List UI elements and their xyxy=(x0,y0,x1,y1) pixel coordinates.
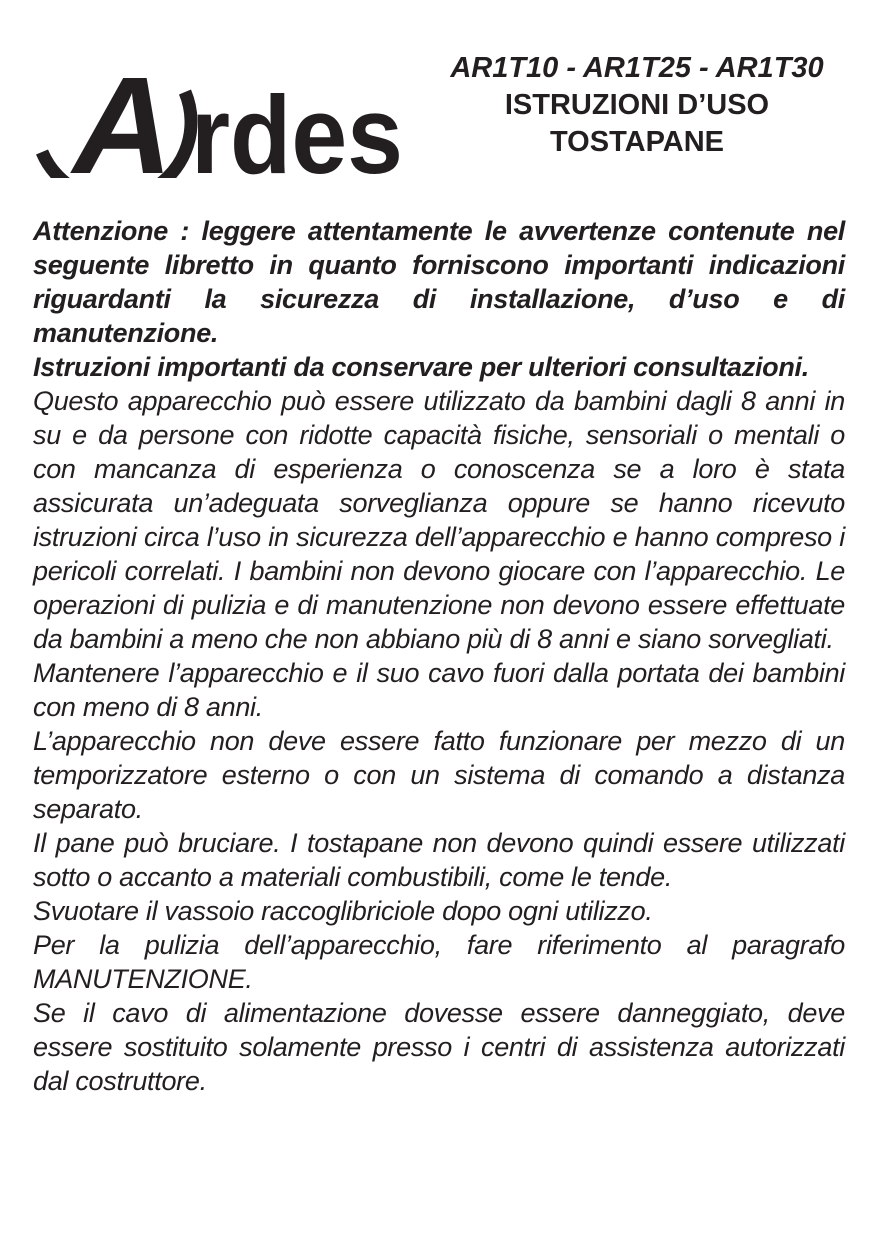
document-title: ISTRUZIONI D’USO xyxy=(504,89,770,121)
paragraph-crumb-tray: Svuotare il vassoio raccoglibriciole dopo ogni utilizzo. xyxy=(33,896,653,926)
document-subtitle: TOSTAPANE xyxy=(549,126,724,158)
paragraph-bread-can-burn: Il pane può bruciare. I tostapane non devono quindi essere utilizzati sotto o accanto a materiali combustibili, come le tende. xyxy=(33,828,845,892)
logo-letters-rest: rdes xyxy=(191,74,403,178)
paragraph-warning: Attenzione : leggere attentamente le avvertenze contenute nel seguente libretto in quanto forniscono importanti indicazioni riguardanti la sicurezza di installazione, d’uso e di manutenzione. xyxy=(33,216,845,348)
logo-letter-a: A xyxy=(73,49,173,178)
ardes-logo-graphic xyxy=(33,38,413,178)
paragraph-damaged-cord: Se il cavo di alimentazione dovesse essere danneggiato, deve essere sostituito solamente presso i centri di assistenza autorizzati dal costruttore. xyxy=(33,998,845,1096)
paragraph-children-use: Questo apparecchio può essere utilizzato da bambini dagli 8 anni in su e da persone con ridotte capacità fisiche, sensoriali o mentali o con mancanza di esperienza o conoscenza se a loro è stata assicurata un’adeguata sorveglianza oppure se hanno ricevuto istruzioni circa l’uso in sicurezza dell’apparecchio e hanno compreso i pericoli correlati. I bambini non devono giocare con l’apparecchio. Le operazioni di pulizia e di manutenzione non devono essere effettuate da bambini a meno che non abbiano più di 8 anni e siano sorvegliati. xyxy=(33,386,845,654)
document-header xyxy=(33,38,845,178)
paragraph-cleaning-reference: Per la pulizia dell’apparecchio, fare riferimento al paragrafo MANUTENZIONE. xyxy=(33,930,845,994)
paragraph-keep-instructions: Istruzioni importanti da conservare per ulteriori consultazioni. xyxy=(33,352,809,382)
title-block xyxy=(413,38,845,161)
paragraph-keep-away-children: Mantenere l’apparecchio e il suo cavo fuori dalla portata dei bambini con meno di 8 anni. xyxy=(33,658,845,722)
ardes-logo xyxy=(33,38,413,178)
document-body xyxy=(33,214,845,1098)
paragraph-no-external-timer: L’apparecchio non deve essere fatto funzionare per mezzo di un temporizzatore esterno o con un sistema di comando a distanza separato. xyxy=(33,726,845,824)
model-numbers: AR1T10 - AR1T25 - AR1T30 xyxy=(450,52,824,84)
